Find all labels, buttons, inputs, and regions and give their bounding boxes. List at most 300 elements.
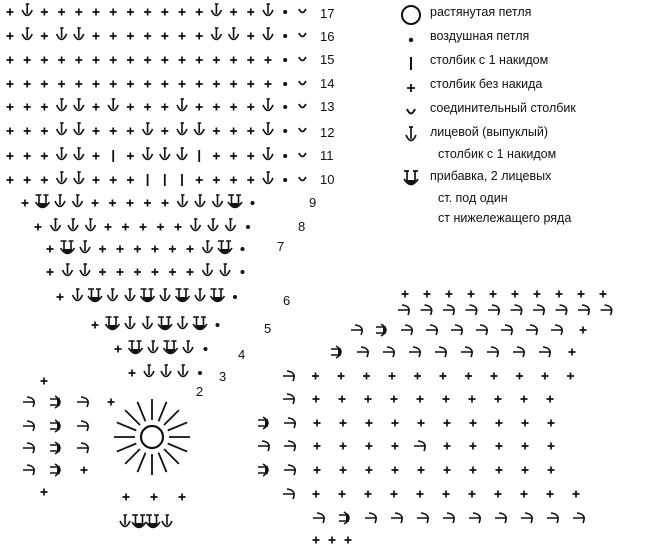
double-crochet-icon [396, 52, 426, 76]
stitch-sc [230, 177, 237, 184]
stitch-fp [160, 148, 170, 160]
stitch-sc [161, 81, 168, 88]
stitch-inc [132, 515, 146, 528]
stitch-fpr [421, 305, 433, 315]
stitch-sc [144, 200, 151, 207]
stitch-fpr [435, 347, 447, 357]
stitch-fp [143, 148, 153, 160]
stitch-sc [41, 81, 48, 88]
stitch-sl [299, 104, 306, 108]
stitch-sc [127, 177, 134, 184]
stitch-ch [283, 34, 287, 38]
stitch-inc [218, 241, 232, 254]
stitch-sc [521, 491, 528, 498]
stitch-sc [7, 153, 14, 160]
stitch-sc [338, 373, 345, 380]
stitch-fpr [283, 489, 295, 499]
stitch-sc [179, 494, 186, 501]
stitch-fp [203, 241, 213, 253]
stitch-sc [314, 467, 321, 474]
stitch-sc [247, 9, 254, 16]
stitch-sc [110, 128, 117, 135]
stitch-ch [241, 270, 245, 274]
row-number-16: 16 [320, 29, 335, 44]
stitch-ch [241, 247, 245, 251]
stitch-sc [157, 224, 164, 231]
stitch-fpr [23, 397, 35, 407]
stitch-sc [93, 153, 100, 160]
stitch-sc [144, 81, 151, 88]
stitch-sc [75, 57, 82, 64]
stitch-sc [110, 81, 117, 88]
stitch-fp [263, 4, 273, 16]
row-number-6: 6 [283, 293, 291, 308]
stitch-sc [161, 57, 168, 64]
stitch-ch [283, 10, 287, 14]
stitch-sc [490, 291, 497, 298]
stitch-sc [196, 81, 203, 88]
legend [396, 4, 646, 232]
stitch-sc [548, 443, 555, 450]
stitch-sc [578, 291, 585, 298]
stitch-fpr [495, 513, 507, 523]
stitch-fp [74, 148, 84, 160]
stitch-sc [127, 128, 134, 135]
stitch-sc [213, 153, 220, 160]
stitch-ch [283, 82, 287, 86]
stitch-sc [35, 224, 42, 231]
stitch-fpr [526, 325, 538, 335]
stitch-sc [196, 104, 203, 111]
stitch-incr [50, 420, 60, 432]
stitch-sc [24, 128, 31, 135]
stitch-fp [143, 123, 153, 135]
stitch-incr [50, 464, 60, 476]
stitch-fpr [357, 347, 369, 357]
stitch-sc [495, 396, 502, 403]
legend-label-magic-ring: растянутая петля [430, 5, 532, 19]
stitch-sc [247, 81, 254, 88]
row-number-17: 17 [320, 6, 335, 21]
stitch-fpr [511, 305, 523, 315]
stitch-sc [161, 9, 168, 16]
stitch-fpr [547, 513, 559, 523]
stitch-fp [211, 28, 221, 40]
stitch-sc [7, 177, 14, 184]
stitch-inc [211, 289, 225, 302]
stitch-sc [313, 491, 320, 498]
stitch-sc [129, 370, 136, 377]
stitch-sc [179, 33, 186, 40]
stitch-ch [283, 129, 287, 133]
stitch-sc [41, 128, 48, 135]
stitch-sc [127, 81, 134, 88]
stitch-sc [93, 177, 100, 184]
stitch-fp [263, 172, 273, 184]
stitch-sc [187, 246, 194, 253]
stitch-sc [340, 420, 347, 427]
stitch-fp [86, 219, 96, 231]
stitch-sc [127, 153, 134, 160]
stitch-inc [176, 289, 190, 302]
stitch-sc [92, 322, 99, 329]
stitch-sc [469, 396, 476, 403]
stitch-sc [7, 104, 14, 111]
stitch-sc [313, 537, 320, 544]
stitch-sc [314, 420, 321, 427]
stitch-sl [299, 9, 306, 13]
stitch-incr [50, 396, 60, 408]
stitch-fp [108, 99, 118, 111]
stitch-sc [345, 537, 352, 544]
stitch-fp [263, 28, 273, 40]
stitch-sc [41, 177, 48, 184]
stitch-sc [41, 378, 48, 385]
row-number-14: 14 [320, 76, 335, 91]
stitch-sc [247, 153, 254, 160]
legend-label-chain: воздушная петля [430, 29, 530, 43]
stitch-sc [7, 9, 14, 16]
stitch-fp [80, 241, 90, 253]
center-rays [114, 399, 190, 475]
stitch-fpr [23, 465, 35, 475]
stitch-sc [443, 396, 450, 403]
stitch-fpr [77, 397, 89, 407]
magic-ring-icon [396, 4, 426, 28]
stitch-sc [151, 494, 158, 501]
stitch-sc [196, 177, 203, 184]
stitch-sc [402, 291, 409, 298]
stitch-sc [187, 269, 194, 276]
stitch-sc [58, 57, 65, 64]
stitch-ch [283, 105, 287, 109]
stitch-fpr [513, 347, 525, 357]
row-number-13: 13 [320, 99, 335, 114]
double-crochet-ray [164, 449, 179, 464]
stitch-fp [177, 148, 187, 160]
stitch-sc [424, 291, 431, 298]
stitch-sc [144, 33, 151, 40]
stitch-sc [24, 57, 31, 64]
stitch-sc [213, 177, 220, 184]
stitch-sc [24, 153, 31, 160]
stitch-sc [169, 269, 176, 276]
stitch-inc [141, 289, 155, 302]
stitch-sc [93, 33, 100, 40]
stitch-ch [204, 347, 208, 351]
stitch-fpr [451, 325, 463, 335]
stitch-fpr [401, 325, 413, 335]
stitch-sc [196, 57, 203, 64]
stitch-fpr [488, 305, 500, 315]
stitch-sc [127, 200, 134, 207]
stitch-fp [263, 99, 273, 111]
stitch-sc [169, 246, 176, 253]
stitch-incr [50, 442, 60, 454]
stitch-sc [161, 104, 168, 111]
stitch-sc [41, 489, 48, 496]
stitch-fp [63, 264, 73, 276]
stitch-sc [418, 467, 425, 474]
stitch-sc [363, 373, 370, 380]
stitch-fpr [539, 347, 551, 357]
stitch-fp [226, 219, 236, 231]
stitch-sc [110, 9, 117, 16]
stitch-inc [228, 195, 242, 208]
stitch-sc [339, 396, 346, 403]
stitch-sc [93, 81, 100, 88]
stitch-sc [127, 33, 134, 40]
stitch-fpr [365, 513, 377, 523]
stitch-sc [110, 177, 117, 184]
stitch-sc [265, 81, 272, 88]
legend-label-increase-line3: ст нижележащего ряда [438, 211, 572, 225]
legend-item-increase [396, 168, 646, 192]
stitch-fpr [313, 513, 325, 523]
stitch-sc [312, 373, 319, 380]
stitch-fpr [443, 513, 455, 523]
stitch-inc [193, 317, 207, 330]
stitch-fpr [551, 325, 563, 335]
stitch-fp [178, 195, 188, 207]
stitch-sc [152, 269, 159, 276]
stitch-sc [7, 33, 14, 40]
double-crochet-ray [117, 444, 136, 452]
double-crochet-ray [159, 453, 167, 472]
row-number-9: 9 [309, 195, 317, 210]
stitch-fp [108, 289, 118, 301]
row-number-7: 7 [277, 239, 285, 254]
stitch-fp [195, 195, 205, 207]
stitch-sc [522, 443, 529, 450]
stitch-sc [339, 491, 346, 498]
row-number-11: 11 [320, 148, 334, 163]
row-number-4: 4 [238, 347, 246, 362]
double-crochet-ray [164, 410, 179, 425]
stitch-fp [183, 341, 193, 353]
stitch-fpr [533, 305, 545, 315]
legend-item-single-crochet [396, 76, 646, 100]
stitch-sc [247, 104, 254, 111]
stitch-ch [283, 58, 287, 62]
stitch-sc [196, 9, 203, 16]
stitch-fp [68, 219, 78, 231]
stitch-sl [299, 57, 306, 61]
stitch-fpr [283, 371, 295, 381]
stitch-sc [41, 33, 48, 40]
stitch-sc [161, 128, 168, 135]
stitch-fp [148, 341, 158, 353]
stitch-inc [106, 317, 120, 330]
stitch-fp [22, 28, 32, 40]
stitch-sc [470, 467, 477, 474]
stitch-sc [389, 373, 396, 380]
chain-stitch-icon [396, 28, 426, 52]
stitch-sc [230, 57, 237, 64]
row-number-8: 8 [298, 219, 306, 234]
legend-label-double-crochet: столбик с 1 накидом [430, 53, 549, 67]
row-number-2: 2 [196, 384, 204, 399]
stitch-sc [522, 420, 529, 427]
stitch-sc [99, 269, 106, 276]
double-crochet-ray [137, 453, 145, 472]
stitch-sc [24, 177, 31, 184]
stitch-ch [283, 178, 287, 182]
single-crochet-icon [396, 76, 426, 100]
stitch-sc [417, 396, 424, 403]
stitch-fp [194, 123, 204, 135]
stitch-fp [125, 317, 135, 329]
stitch-fp [22, 4, 32, 16]
legend-label-single-crochet: столбик без накида [430, 77, 543, 91]
stitch-sc [123, 494, 130, 501]
stitch-fp [211, 4, 221, 16]
stitch-ch [251, 201, 255, 205]
stitch-sc [417, 491, 424, 498]
stitch-sc [496, 443, 503, 450]
stitch-sc [179, 9, 186, 16]
stitch-sc [470, 420, 477, 427]
stitch-fp [120, 515, 130, 527]
stitch-fp [74, 123, 84, 135]
stitch-sc [213, 57, 220, 64]
stitch-fpr [476, 325, 488, 335]
stitch-sc [109, 200, 116, 207]
stitch-sc [468, 291, 475, 298]
stitch-fp [74, 99, 84, 111]
stitch-sc [175, 224, 182, 231]
legend-label-increase: прибавка, 2 лицевых [430, 169, 552, 183]
stitch-sc [542, 373, 549, 380]
stitch-sc [366, 467, 373, 474]
stitch-fpr [409, 347, 421, 357]
stitch-ch [198, 371, 202, 375]
stitch-fpr [23, 443, 35, 453]
stitch-sc [92, 200, 99, 207]
stitch-ch [233, 295, 237, 299]
stitch-sc [47, 269, 54, 276]
stitch-fpr [426, 325, 438, 335]
magic-ring-center [141, 426, 163, 448]
front-post-dc-icon [396, 124, 426, 148]
stitch-sc [313, 396, 320, 403]
stitch-fp [74, 172, 84, 184]
stitch-sc [247, 177, 254, 184]
stitch-fpr [466, 305, 478, 315]
stitch-sl [299, 153, 306, 157]
stitch-inc [164, 341, 178, 354]
stitch-sc [247, 33, 254, 40]
stitch-sc [41, 57, 48, 64]
stitch-sl [299, 177, 306, 181]
stitch-sc [93, 57, 100, 64]
stitch-sc [491, 373, 498, 380]
stitch-sc [444, 467, 451, 474]
stitch-sc [99, 246, 106, 253]
stitch-sc [127, 9, 134, 16]
stitch-sc [110, 57, 117, 64]
stitch-sc [391, 396, 398, 403]
stitch-sc [521, 396, 528, 403]
stitch-fpr [77, 443, 89, 453]
stitch-sc [7, 57, 14, 64]
stitch-fp [263, 123, 273, 135]
stitch-sc [24, 81, 31, 88]
row-number-3: 3 [219, 369, 227, 384]
stitch-sc [392, 420, 399, 427]
stitch-fpr [284, 418, 296, 428]
row-number-15: 15 [320, 52, 335, 67]
stitch-fp [195, 289, 205, 301]
stitch-fpr [461, 347, 473, 357]
stitch-sc [340, 443, 347, 450]
stitch-sc [108, 399, 115, 406]
stitch-sc [41, 9, 48, 16]
stitch-sc [230, 81, 237, 88]
stitch-fp [178, 317, 188, 329]
stitch-fp [160, 289, 170, 301]
stitch-sc [446, 291, 453, 298]
stitch-sc [115, 346, 122, 353]
stitch-fp [263, 148, 273, 160]
stitch-fp [213, 195, 223, 207]
stitch-fpr [398, 305, 410, 315]
stitch-sc [580, 327, 587, 334]
double-crochet-ray [125, 449, 140, 464]
stitch-sc [144, 104, 151, 111]
stitch-sc [495, 491, 502, 498]
stitch-inc [146, 515, 160, 528]
stitch-incr [258, 464, 268, 476]
stitch-fpr [77, 421, 89, 431]
stitch-sc [7, 128, 14, 135]
stitch-sc [365, 491, 372, 498]
legend-label-front-post-dc-line2: столбик с 1 накидом [438, 147, 557, 161]
stitch-fp [57, 148, 67, 160]
stitch-inc [36, 195, 50, 208]
stitch-sc [7, 81, 14, 88]
stitch-fp [178, 365, 188, 377]
slip-stitch-icon [396, 100, 426, 124]
stitch-sc [548, 420, 555, 427]
legend-item-magic-ring [396, 4, 646, 28]
stitch-sc [196, 33, 203, 40]
double-crochet-ray [137, 402, 145, 421]
stitch-sl [299, 33, 306, 37]
stitch-sc [230, 104, 237, 111]
stitch-fpr [573, 513, 585, 523]
stitch-fpr [501, 325, 513, 335]
stitch-fp [203, 264, 213, 276]
stitch-sc [152, 246, 159, 253]
stitch-sc [314, 443, 321, 450]
stitch-fp [57, 172, 67, 184]
double-crochet-ray [168, 444, 187, 452]
stitch-sc [134, 246, 141, 253]
stitch-sc [573, 491, 580, 498]
stitch-sc [105, 224, 112, 231]
stitch-fpr [521, 513, 533, 523]
stitch-fpr [556, 305, 568, 315]
stitch-fpr [414, 441, 426, 451]
stitch-fp [73, 289, 83, 301]
stitch-incr [331, 346, 341, 358]
stitch-sc [465, 373, 472, 380]
legend-label-front-post-dc: лицевой (выпуклый) [430, 125, 548, 139]
legend-item-increase-cont2 [396, 212, 646, 232]
stitch-sc [444, 420, 451, 427]
stitch-fp [162, 515, 172, 527]
